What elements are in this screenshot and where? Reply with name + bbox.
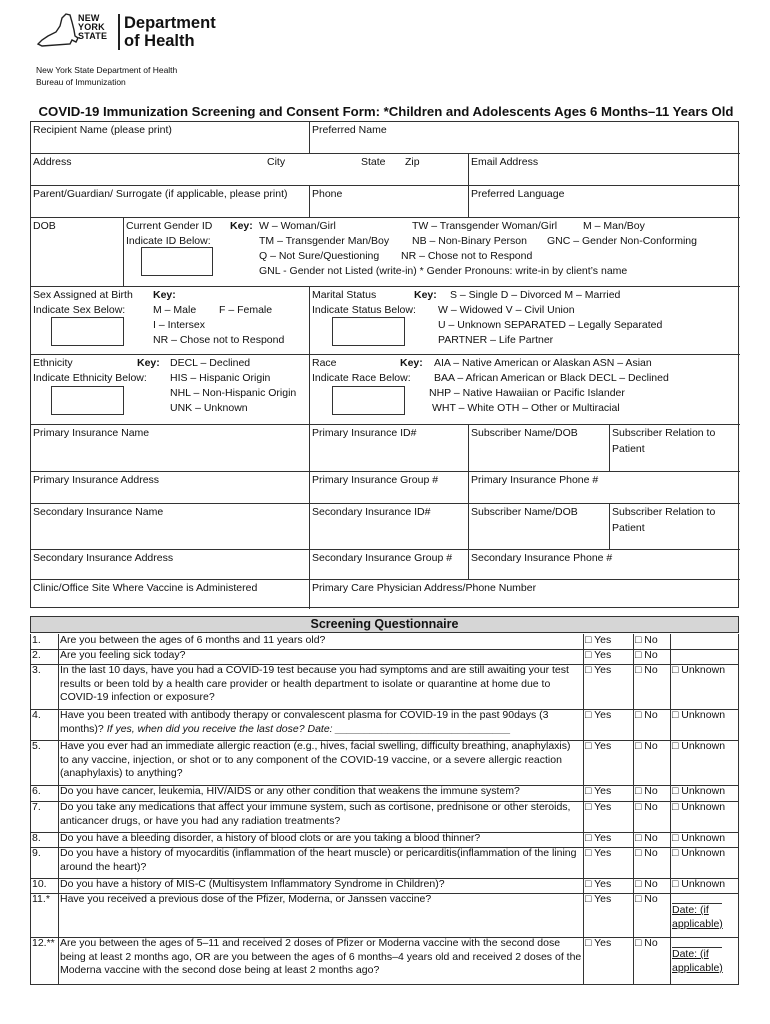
address-field[interactable]: Address City State Zip [31, 154, 469, 186]
question-row-10 [30, 878, 739, 893]
gender-id-section: Current Gender ID Indicate ID Below: Key: W – Woman/Girl TW – Transgender Woman/Girl M – Man/Boy TM – Transgender Man/Boy NB – Non-Binary Person GNC – Gender Non-Conforming Q – Not Sure/Questioning NR – Chose not to Respond GNL - Gender not Listed (write-in) * Gender Pronouns: write-in by client’s name [124, 218, 740, 287]
primary-insurance-id-field[interactable]: Primary Insurance ID# [310, 425, 469, 472]
logo-nys-text: NEW YORK STATE [78, 13, 108, 41]
question-number: 1. [32, 634, 41, 646]
preferred-name-field[interactable]: Preferred Name [310, 122, 740, 154]
organization-name: New York State Department of Health Bureau of Immunization [36, 65, 178, 87]
question-text: Do you have a bleeding disorder, a history of blood clots or are you taking a blood thinner? [60, 832, 481, 844]
date-if-applicable-field[interactable] [672, 937, 738, 975]
date-if-applicable-field[interactable] [672, 893, 738, 931]
question-number: 6. [32, 785, 41, 797]
question-number: 5. [32, 740, 41, 752]
question-text: Are you feeling sick today? [60, 649, 186, 661]
clinic-site-field[interactable]: Clinic/Office Site Where Vaccine is Administered [31, 580, 310, 609]
pcp-field[interactable]: Primary Care Physician Address/Phone Number [312, 582, 537, 594]
question-number: 4. [32, 709, 41, 721]
no-checkbox[interactable]: □ No [635, 832, 658, 844]
no-checkbox[interactable]: □ No [635, 878, 658, 890]
question-number: 11.* [32, 893, 50, 905]
yes-checkbox[interactable]: □ Yes [585, 893, 612, 905]
question-row-9 [30, 847, 739, 878]
question-row-2 [30, 649, 739, 664]
question-number: 2. [32, 649, 41, 661]
question-row-3 [30, 664, 739, 709]
city-field[interactable]: City [267, 156, 286, 168]
question-text: Do you take any medications that affect your immune system, such as cortisone, prednisone or other steroids, anticancer drugs, or have you had any radiation treatments? [60, 801, 571, 827]
sex-assigned-section: Sex Assigned at Birth Indicate Sex Below: Key: M – Male F – Female I – Intersex NR – Chose not to Respond [31, 287, 310, 355]
yes-checkbox[interactable]: □ Yes [585, 740, 612, 752]
primary-subscriber-relation-field[interactable]: Subscriber Relation to Patient [610, 425, 740, 472]
unknown-checkbox[interactable]: □ Unknown [672, 709, 726, 721]
no-checkbox[interactable]: □ No [635, 847, 658, 859]
no-checkbox[interactable]: □ No [635, 893, 658, 905]
date-blank-line [672, 893, 722, 904]
date-label: Date: (if applicable) [672, 948, 723, 974]
parent-guardian-field[interactable]: Parent/Guardian/ Surrogate (if applicable, please print) [31, 186, 310, 218]
yes-checkbox[interactable]: □ Yes [585, 937, 612, 949]
no-checkbox[interactable]: □ No [635, 664, 658, 676]
unknown-checkbox[interactable]: □ Unknown [672, 832, 726, 844]
yes-checkbox[interactable]: □ Yes [585, 664, 612, 676]
recipient-info-form [30, 121, 739, 608]
question-row-11 [30, 893, 739, 937]
yes-checkbox[interactable]: □ Yes [585, 878, 612, 890]
question-row-6 [30, 785, 739, 801]
secondary-insurance-group-field[interactable]: Secondary Insurance Group # [310, 550, 469, 580]
question-text: Have you ever had an immediate allergic reaction (e.g., hives, facial swelling, difficulty breathing, anaphylaxis) to any vaccine, injection, or shot or to any component of the COVID-19 vaccine, or a severe allergic reaction (anaphylaxis) to anything? [60, 740, 571, 779]
gender-id-input[interactable] [141, 247, 213, 276]
unknown-checkbox[interactable]: □ Unknown [672, 664, 726, 676]
question-number: 9. [32, 847, 41, 859]
primary-insurance-address-field[interactable]: Primary Insurance Address [31, 472, 310, 504]
no-checkbox[interactable]: □ No [635, 801, 658, 813]
yes-checkbox[interactable]: □ Yes [585, 832, 612, 844]
yes-checkbox[interactable]: □ Yes [585, 847, 612, 859]
yes-checkbox[interactable]: □ Yes [585, 785, 612, 797]
recipient-name-field[interactable]: Recipient Name (please print) [31, 122, 310, 154]
question-number: 8. [32, 832, 41, 844]
no-checkbox[interactable]: □ No [635, 785, 658, 797]
zip-field[interactable]: Zip [405, 156, 420, 168]
primary-insurance-phone-field[interactable]: Primary Insurance Phone # [469, 472, 740, 504]
screening-questionnaire-heading: Screening Questionnaire [30, 616, 739, 633]
form-title: COVID-19 Immunization Screening and Consent Form: *Children and Adolescents Ages 6 Months–11 Years Old [38, 104, 734, 119]
secondary-subscriber-relation-field[interactable]: Subscriber Relation to Patient [610, 504, 740, 550]
unknown-checkbox[interactable]: □ Unknown [672, 740, 726, 752]
preferred-language-field[interactable]: Preferred Language [469, 186, 740, 218]
primary-insurance-name-field[interactable]: Primary Insurance Name [31, 425, 310, 472]
date-blank-line [672, 937, 722, 948]
question-text: In the last 10 days, have you had a COVID-19 test because you had symptoms and are still awaiting your test results or been told by a health care provider or health department to isolate or quarantine at home due to COVID-19 infection or exposure? [60, 664, 569, 703]
primary-insurance-group-field[interactable]: Primary Insurance Group # [310, 472, 469, 504]
question-row-1 [30, 634, 739, 649]
no-checkbox[interactable]: □ No [635, 649, 658, 661]
email-field[interactable]: Email Address [469, 154, 740, 186]
question-text: Have you been treated with antibody therapy or convalescent plasma for COVID-19 in the past 90days (3 months)? If yes, when did you receive the last dose? Date: ______________________________ [60, 709, 549, 735]
question-row-5 [30, 740, 739, 785]
yes-checkbox[interactable]: □ Yes [585, 634, 612, 646]
question-row-4 [30, 709, 739, 740]
date-label: Date: (if applicable) [672, 904, 723, 930]
question-4-date-line: If yes, when did you receive the last dose? Date: ______________________________ [103, 722, 511, 735]
question-number: 3. [32, 664, 41, 676]
race-input[interactable] [332, 386, 405, 415]
dob-field[interactable]: DOB [31, 218, 124, 287]
question-text: Are you between the ages of 6 months and 11 years old? [60, 634, 326, 646]
question-number: 12.** [32, 937, 55, 949]
secondary-insurance-phone-field[interactable]: Secondary Insurance Phone # [469, 550, 740, 580]
question-text: Are you between the ages of 5–11 and received 2 doses of Pfizer or Moderna vaccine with the second dose being at least 2 months ago, OR are you between the ages of 6 months–4 years old and received 2 doses of the Moderna vaccine with the second dose being at least 2 months ago? [60, 937, 582, 976]
question-number: 10. [32, 878, 47, 890]
unknown-checkbox[interactable]: □ Unknown [672, 785, 726, 797]
question-text: Have you received a previous dose of the Pfizer, Moderna, or Janssen vaccine? [60, 893, 432, 905]
secondary-subscriber-name-field[interactable]: Subscriber Name/DOB [469, 504, 610, 550]
phone-field[interactable]: Phone [310, 186, 469, 218]
unknown-checkbox[interactable]: □ Unknown [672, 878, 726, 890]
race-section: Race Indicate Race Below: Key: AIA – Native American or Alaskan ASN – Asian BAA – African American or Black DECL – Declined NHP – Native Hawaiian or Pacific Islander WHT – White OTH – Other or Multiracial [310, 355, 740, 425]
secondary-insurance-address-field[interactable]: Secondary Insurance Address [31, 550, 310, 580]
secondary-insurance-id-field[interactable]: Secondary Insurance ID# [310, 504, 469, 550]
unknown-checkbox[interactable]: □ Unknown [672, 847, 726, 859]
unknown-checkbox[interactable]: □ Unknown [672, 801, 726, 813]
no-checkbox[interactable]: □ No [635, 740, 658, 752]
state-field[interactable]: State [361, 156, 386, 168]
question-text: Do you have a history of myocarditis (inflammation of the heart muscle) or pericarditis(inflammation of the lining around the heart)? [60, 847, 577, 873]
logo-department-text: Department of Health [124, 14, 216, 50]
primary-subscriber-name-field[interactable]: Subscriber Name/DOB [469, 425, 610, 472]
no-checkbox[interactable]: □ No [635, 937, 658, 949]
ethnicity-section: Ethnicity Indicate Ethnicity Below: Key: DECL – Declined HIS – Hispanic Origin NHL – Non-Hispanic Origin UNK – Unknown [31, 355, 310, 425]
yes-checkbox[interactable]: □ Yes [585, 649, 612, 661]
yes-checkbox[interactable]: □ Yes [585, 801, 612, 813]
question-row-12 [30, 937, 739, 985]
ethnicity-input[interactable] [51, 386, 124, 415]
marital-status-input[interactable] [332, 317, 405, 346]
sex-assigned-input[interactable] [51, 317, 124, 346]
new-york-state-map-icon [36, 12, 80, 48]
nys-doh-logo [36, 12, 216, 56]
question-text: Do you have a history of MIS-C (Multisystem Inflammatory Syndrome in Children)? [60, 878, 445, 890]
no-checkbox[interactable]: □ No [635, 709, 658, 721]
no-checkbox[interactable]: □ No [635, 634, 658, 646]
question-number: 7. [32, 801, 41, 813]
marital-status-section: Marital Status Indicate Status Below: Key: S – Single D – Divorced M – Married W – Widowed V – Civil Union U – Unknown SEPARATED – Legally Separated PARTNER – Life Partner [310, 287, 740, 355]
yes-checkbox[interactable]: □ Yes [585, 709, 612, 721]
question-row-7 [30, 801, 739, 832]
question-row-8 [30, 832, 739, 847]
secondary-insurance-name-field[interactable]: Secondary Insurance Name [31, 504, 310, 550]
logo-divider [118, 14, 120, 50]
question-text: Do you have cancer, leukemia, HIV/AIDS or any other condition that weakens the immune system? [60, 785, 520, 797]
